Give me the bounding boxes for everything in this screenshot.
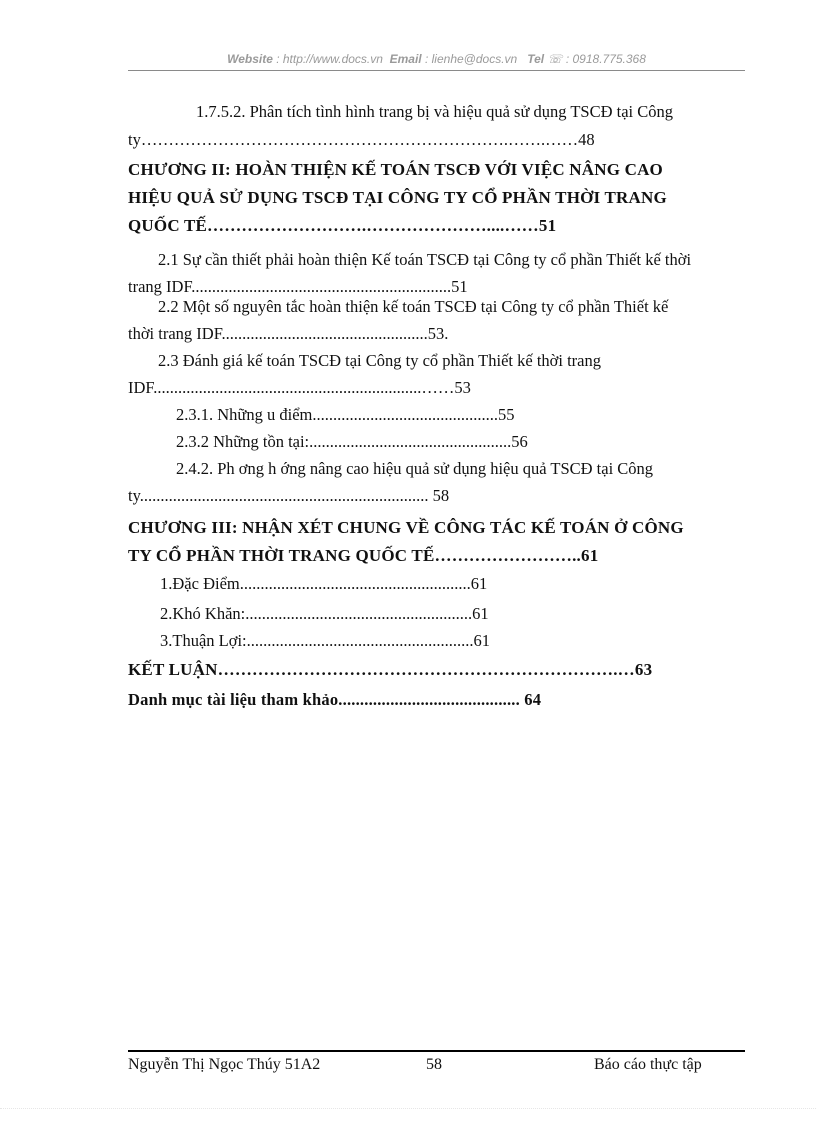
tel-label: Tel <box>527 52 545 66</box>
toc-chapter: CHƯƠNG II: HOÀN THIỆN KẾ TOÁN TSCĐ VỚI VIỆC NÂNG CAO <box>128 160 663 179</box>
toc-chapter: KẾT LUẬN…………………………………………………………….…63 <box>128 660 653 679</box>
toc-entry: 3.Thuận Lợi:.......................................................61 <box>160 631 490 650</box>
toc-entry: trang IDF...............................................................51 <box>128 277 468 296</box>
toc-chapter: CHƯƠNG III: NHẬN XÉT CHUNG VỀ CÔNG TÁC KẾ TOÁN Ở CÔNG <box>128 518 684 537</box>
footer-divider <box>128 1050 745 1052</box>
website-value: : http://www.docs.vn <box>276 52 383 66</box>
toc-entry: 2.1 Sự cần thiết phải hoàn thiện Kế toán TSCĐ tại Công ty cổ phần Thiết kế thời <box>158 250 692 269</box>
toc-entry: 2.Khó Khăn:.......................................................61 <box>160 604 489 623</box>
footer-doc-type: Báo cáo thực tập <box>594 1056 702 1073</box>
toc-entry: 2.2 Một số nguyên tắc hoàn thiện kế toán TSCĐ tại Công ty cổ phần Thiết kế <box>158 297 669 316</box>
toc-entry: 2.4.2. Ph ơng h ớng nâng cao hiệu quả sử dụng hiệu quả TSCĐ tại Công <box>176 459 654 478</box>
toc-chapter: Danh mục tài liệu tham khảo.......................................... 64 <box>128 690 542 709</box>
toc-entry: 2.3.1. Những u điểm.............................................55 <box>176 405 515 424</box>
toc-entry: ty...................................................................... 58 <box>128 486 450 505</box>
toc-entry: 2.3 Đánh giá kế toán TSCĐ tại Công ty cổ phần Thiết kế thời trang <box>158 351 602 370</box>
footer-author: Nguyễn Thị Ngọc Thúy 51A2 <box>128 1056 321 1073</box>
toc-entry: ty………………………………………………………….…….……48 <box>128 130 595 149</box>
tel-value: : 0918.775.368 <box>565 52 646 66</box>
toc-chapter: QUỐC TẾ……………………….…………………....……51 <box>128 216 557 235</box>
toc-chapter: TY CỔ PHẦN THỜI TRANG QUỐC TẾ……………………..61 <box>128 546 599 565</box>
email-label: Email <box>389 52 422 66</box>
toc-entry: 2.3.2 Những tồn tại:.................................................56 <box>176 432 528 451</box>
page-number: 58 <box>426 1056 442 1073</box>
toc-entry: 1.Đặc Điểm........................................................61 <box>160 574 488 593</box>
phone-icon: ☏ <box>547 52 563 66</box>
page-edge <box>0 1108 816 1109</box>
website-label: Website <box>227 52 273 66</box>
email-value: : lienhe@docs.vn <box>424 52 518 66</box>
toc-entry: IDF.................................................................……53 <box>128 378 471 397</box>
toc-entry: thời trang IDF..................................................53. <box>128 324 449 343</box>
header-divider <box>128 70 745 71</box>
toc-entry: 1.7.5.2. Phân tích tình hình trang bị và hiệu quả sử dụng TSCĐ tại Công <box>196 102 674 121</box>
page-header <box>128 52 745 66</box>
toc-chapter: HIỆU QUẢ SỬ DỤNG TSCĐ TẠI CÔNG TY CỔ PHẦN THỜI TRANG <box>128 188 667 207</box>
